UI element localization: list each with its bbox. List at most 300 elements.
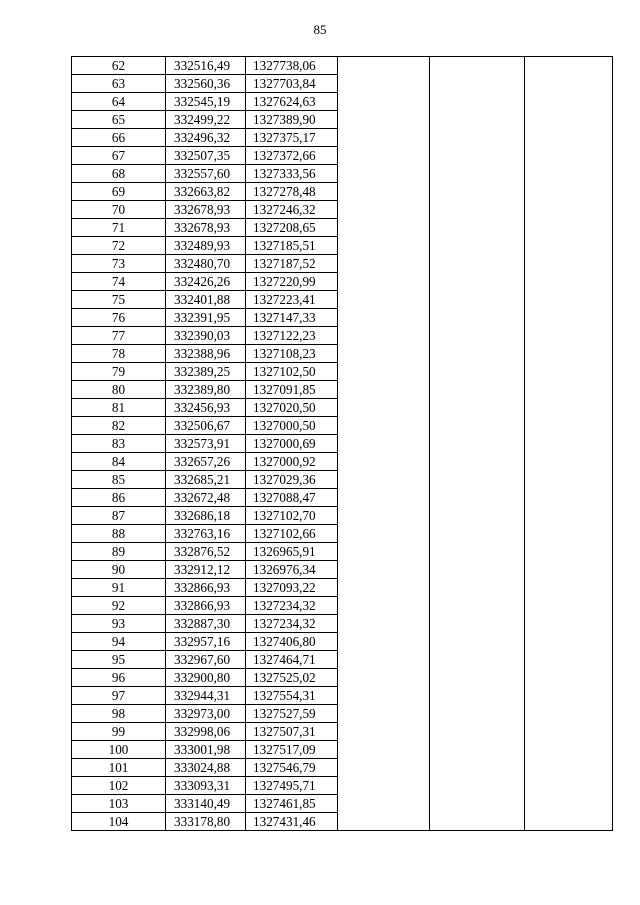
point-number-cell: 103 (72, 795, 166, 813)
table-row (72, 723, 613, 741)
empty-cell (525, 129, 613, 147)
empty-cell (430, 579, 525, 597)
table-row (72, 453, 613, 471)
point-number-cell: 77 (72, 327, 166, 345)
point-number-cell: 91 (72, 579, 166, 597)
point-number-cell: 79 (72, 363, 166, 381)
y-coordinate-cell: 1327088,47 (246, 489, 338, 507)
empty-cell (430, 561, 525, 579)
point-number-cell: 97 (72, 687, 166, 705)
y-coordinate-cell: 1327185,51 (246, 237, 338, 255)
y-coordinate-cell: 1327208,65 (246, 219, 338, 237)
y-coordinate-cell: 1327029,36 (246, 471, 338, 489)
empty-cell (430, 633, 525, 651)
y-coordinate-cell: 1327333,56 (246, 165, 338, 183)
empty-cell (525, 723, 613, 741)
empty-cell (430, 201, 525, 219)
y-coordinate-cell: 1327517,09 (246, 741, 338, 759)
x-coordinate-cell: 332456,93 (166, 399, 246, 417)
y-coordinate-cell: 1327000,69 (246, 435, 338, 453)
y-coordinate-cell: 1327234,32 (246, 615, 338, 633)
empty-cell (430, 597, 525, 615)
point-number-cell: 92 (72, 597, 166, 615)
x-coordinate-cell: 332516,49 (166, 57, 246, 75)
table-row (72, 489, 613, 507)
empty-cell (430, 183, 525, 201)
y-coordinate-cell: 1327389,90 (246, 111, 338, 129)
empty-cell (525, 309, 613, 327)
empty-cell (525, 291, 613, 309)
point-number-cell: 72 (72, 237, 166, 255)
empty-cell (525, 525, 613, 543)
empty-cell (430, 57, 525, 75)
x-coordinate-cell: 333178,80 (166, 813, 246, 831)
empty-cell (525, 489, 613, 507)
empty-cell (525, 255, 613, 273)
point-number-cell: 93 (72, 615, 166, 633)
point-number-cell: 69 (72, 183, 166, 201)
table-row (72, 633, 613, 651)
y-coordinate-cell: 1327406,80 (246, 633, 338, 651)
empty-cell (525, 147, 613, 165)
empty-cell (338, 237, 430, 255)
x-coordinate-cell: 332678,93 (166, 219, 246, 237)
y-coordinate-cell: 1327507,31 (246, 723, 338, 741)
table-row (72, 471, 613, 489)
x-coordinate-cell: 332678,93 (166, 201, 246, 219)
table-row (72, 417, 613, 435)
empty-cell (525, 381, 613, 399)
y-coordinate-cell: 1327223,41 (246, 291, 338, 309)
empty-cell (338, 543, 430, 561)
x-coordinate-cell: 333093,31 (166, 777, 246, 795)
empty-cell (525, 219, 613, 237)
x-coordinate-cell: 332390,03 (166, 327, 246, 345)
empty-cell (430, 237, 525, 255)
table-body (72, 57, 613, 831)
empty-cell (430, 795, 525, 813)
point-number-cell: 82 (72, 417, 166, 435)
empty-cell (525, 687, 613, 705)
empty-cell (525, 75, 613, 93)
empty-cell (525, 741, 613, 759)
empty-cell (338, 525, 430, 543)
x-coordinate-cell: 332499,22 (166, 111, 246, 129)
table-row (72, 777, 613, 795)
x-coordinate-cell: 332489,93 (166, 237, 246, 255)
x-coordinate-cell: 332973,00 (166, 705, 246, 723)
empty-cell (338, 363, 430, 381)
empty-cell (430, 255, 525, 273)
y-coordinate-cell: 1327554,31 (246, 687, 338, 705)
empty-cell (430, 651, 525, 669)
empty-cell (338, 777, 430, 795)
x-coordinate-cell: 332912,12 (166, 561, 246, 579)
y-coordinate-cell: 1327147,33 (246, 309, 338, 327)
empty-cell (525, 471, 613, 489)
table-row (72, 615, 613, 633)
empty-cell (525, 453, 613, 471)
table-row (72, 75, 613, 93)
x-coordinate-cell: 332389,80 (166, 381, 246, 399)
table-row (72, 129, 613, 147)
empty-cell (338, 633, 430, 651)
point-number-cell: 64 (72, 93, 166, 111)
empty-cell (338, 255, 430, 273)
empty-cell (430, 543, 525, 561)
empty-cell (338, 219, 430, 237)
point-number-cell: 84 (72, 453, 166, 471)
empty-cell (525, 417, 613, 435)
point-number-cell: 70 (72, 201, 166, 219)
x-coordinate-cell: 332401,88 (166, 291, 246, 309)
empty-cell (525, 183, 613, 201)
empty-cell (525, 507, 613, 525)
point-number-cell: 101 (72, 759, 166, 777)
x-coordinate-cell: 332866,93 (166, 579, 246, 597)
empty-cell (525, 345, 613, 363)
table-row (72, 651, 613, 669)
empty-cell (338, 795, 430, 813)
empty-cell (338, 165, 430, 183)
table-row (72, 543, 613, 561)
point-number-cell: 102 (72, 777, 166, 795)
point-number-cell: 104 (72, 813, 166, 831)
empty-cell (430, 705, 525, 723)
x-coordinate-cell: 332763,16 (166, 525, 246, 543)
y-coordinate-cell: 1327102,50 (246, 363, 338, 381)
table-row (72, 795, 613, 813)
empty-cell (338, 147, 430, 165)
x-coordinate-cell: 332876,52 (166, 543, 246, 561)
empty-cell (338, 93, 430, 111)
empty-cell (430, 777, 525, 795)
x-coordinate-cell: 332967,60 (166, 651, 246, 669)
empty-cell (525, 165, 613, 183)
empty-cell (430, 435, 525, 453)
x-coordinate-cell: 332560,36 (166, 75, 246, 93)
empty-cell (338, 507, 430, 525)
x-coordinate-cell: 332944,31 (166, 687, 246, 705)
empty-cell (525, 759, 613, 777)
empty-cell (430, 165, 525, 183)
point-number-cell: 95 (72, 651, 166, 669)
empty-cell (525, 93, 613, 111)
x-coordinate-cell: 332866,93 (166, 597, 246, 615)
table-row (72, 345, 613, 363)
x-coordinate-cell: 332388,96 (166, 345, 246, 363)
empty-cell (525, 705, 613, 723)
coordinates-table (71, 56, 613, 831)
point-number-cell: 73 (72, 255, 166, 273)
empty-cell (525, 57, 613, 75)
y-coordinate-cell: 1327464,71 (246, 651, 338, 669)
point-number-cell: 75 (72, 291, 166, 309)
empty-cell (338, 705, 430, 723)
empty-cell (338, 471, 430, 489)
empty-cell (338, 57, 430, 75)
empty-cell (338, 435, 430, 453)
y-coordinate-cell: 1327372,66 (246, 147, 338, 165)
empty-cell (430, 615, 525, 633)
empty-cell (525, 435, 613, 453)
x-coordinate-cell: 332685,21 (166, 471, 246, 489)
table-row (72, 813, 613, 831)
point-number-cell: 68 (72, 165, 166, 183)
empty-cell (338, 291, 430, 309)
x-coordinate-cell: 332506,67 (166, 417, 246, 435)
table-row (72, 579, 613, 597)
point-number-cell: 62 (72, 57, 166, 75)
empty-cell (338, 327, 430, 345)
table-row (72, 273, 613, 291)
y-coordinate-cell: 1327461,85 (246, 795, 338, 813)
point-number-cell: 98 (72, 705, 166, 723)
point-number-cell: 96 (72, 669, 166, 687)
point-number-cell: 63 (72, 75, 166, 93)
empty-cell (338, 453, 430, 471)
x-coordinate-cell: 332663,82 (166, 183, 246, 201)
y-coordinate-cell: 1327020,50 (246, 399, 338, 417)
empty-cell (430, 147, 525, 165)
point-number-cell: 87 (72, 507, 166, 525)
empty-cell (338, 111, 430, 129)
y-coordinate-cell: 1327220,99 (246, 273, 338, 291)
x-coordinate-cell: 332557,60 (166, 165, 246, 183)
table-row (72, 309, 613, 327)
y-coordinate-cell: 1326965,91 (246, 543, 338, 561)
empty-cell (430, 399, 525, 417)
empty-cell (430, 219, 525, 237)
table-row (72, 219, 613, 237)
y-coordinate-cell: 1327246,32 (246, 201, 338, 219)
empty-cell (338, 417, 430, 435)
empty-cell (338, 651, 430, 669)
empty-cell (430, 687, 525, 705)
point-number-cell: 89 (72, 543, 166, 561)
table-row (72, 327, 613, 345)
y-coordinate-cell: 1327000,50 (246, 417, 338, 435)
page-number: 85 (313, 22, 327, 37)
point-number-cell: 78 (72, 345, 166, 363)
x-coordinate-cell: 332496,32 (166, 129, 246, 147)
empty-cell (525, 597, 613, 615)
empty-cell (430, 111, 525, 129)
empty-cell (338, 183, 430, 201)
empty-cell (430, 417, 525, 435)
x-coordinate-cell: 332672,48 (166, 489, 246, 507)
y-coordinate-cell: 1327431,46 (246, 813, 338, 831)
table-row (72, 381, 613, 399)
table-row (72, 705, 613, 723)
table-row (72, 561, 613, 579)
empty-cell (430, 75, 525, 93)
x-coordinate-cell: 332480,70 (166, 255, 246, 273)
empty-cell (338, 345, 430, 363)
table-row (72, 741, 613, 759)
empty-cell (430, 741, 525, 759)
table-row (72, 183, 613, 201)
y-coordinate-cell: 1327093,22 (246, 579, 338, 597)
empty-cell (430, 471, 525, 489)
empty-cell (430, 129, 525, 147)
table-row (72, 255, 613, 273)
empty-cell (525, 777, 613, 795)
point-number-cell: 67 (72, 147, 166, 165)
y-coordinate-cell: 1327624,63 (246, 93, 338, 111)
table-row (72, 201, 613, 219)
x-coordinate-cell: 333140,49 (166, 795, 246, 813)
empty-cell (338, 399, 430, 417)
empty-cell (430, 507, 525, 525)
x-coordinate-cell: 332389,25 (166, 363, 246, 381)
empty-cell (338, 723, 430, 741)
empty-cell (430, 309, 525, 327)
empty-cell (430, 381, 525, 399)
table-row (72, 687, 613, 705)
point-number-cell: 94 (72, 633, 166, 651)
empty-cell (430, 363, 525, 381)
table-row (72, 435, 613, 453)
x-coordinate-cell: 332545,19 (166, 93, 246, 111)
empty-cell (525, 111, 613, 129)
empty-cell (338, 489, 430, 507)
empty-cell (338, 75, 430, 93)
y-coordinate-cell: 1327278,48 (246, 183, 338, 201)
empty-cell (525, 561, 613, 579)
empty-cell (525, 633, 613, 651)
table-row (72, 525, 613, 543)
x-coordinate-cell: 332957,16 (166, 633, 246, 651)
empty-cell (338, 309, 430, 327)
table-row (72, 93, 613, 111)
empty-cell (338, 597, 430, 615)
y-coordinate-cell: 1327527,59 (246, 705, 338, 723)
empty-cell (525, 363, 613, 381)
y-coordinate-cell: 1327102,66 (246, 525, 338, 543)
x-coordinate-cell: 332507,35 (166, 147, 246, 165)
empty-cell (525, 579, 613, 597)
y-coordinate-cell: 1327495,71 (246, 777, 338, 795)
point-number-cell: 90 (72, 561, 166, 579)
table-row (72, 111, 613, 129)
table-row (72, 669, 613, 687)
point-number-cell: 76 (72, 309, 166, 327)
empty-cell (338, 381, 430, 399)
empty-cell (525, 813, 613, 831)
empty-cell (338, 669, 430, 687)
point-number-cell: 65 (72, 111, 166, 129)
table-row (72, 291, 613, 309)
empty-cell (338, 759, 430, 777)
y-coordinate-cell: 1327546,79 (246, 759, 338, 777)
table-row (72, 759, 613, 777)
table-row (72, 237, 613, 255)
x-coordinate-cell: 333024,88 (166, 759, 246, 777)
x-coordinate-cell: 332426,26 (166, 273, 246, 291)
empty-cell (430, 273, 525, 291)
point-number-cell: 86 (72, 489, 166, 507)
y-coordinate-cell: 1327738,06 (246, 57, 338, 75)
empty-cell (338, 741, 430, 759)
table-row (72, 363, 613, 381)
point-number-cell: 74 (72, 273, 166, 291)
empty-cell (338, 579, 430, 597)
empty-cell (430, 723, 525, 741)
x-coordinate-cell: 332900,80 (166, 669, 246, 687)
empty-cell (430, 93, 525, 111)
empty-cell (525, 669, 613, 687)
x-coordinate-cell: 332686,18 (166, 507, 246, 525)
empty-cell (338, 201, 430, 219)
empty-cell (525, 651, 613, 669)
empty-cell (430, 489, 525, 507)
empty-cell (525, 327, 613, 345)
y-coordinate-cell: 1327234,32 (246, 597, 338, 615)
x-coordinate-cell: 332657,26 (166, 453, 246, 471)
y-coordinate-cell: 1327102,70 (246, 507, 338, 525)
empty-cell (430, 525, 525, 543)
empty-cell (525, 399, 613, 417)
point-number-cell: 99 (72, 723, 166, 741)
empty-cell (525, 543, 613, 561)
table-row (72, 399, 613, 417)
x-coordinate-cell: 332887,30 (166, 615, 246, 633)
y-coordinate-cell: 1327375,17 (246, 129, 338, 147)
empty-cell (338, 813, 430, 831)
y-coordinate-cell: 1327108,23 (246, 345, 338, 363)
empty-cell (338, 615, 430, 633)
table-row (72, 507, 613, 525)
point-number-cell: 88 (72, 525, 166, 543)
point-number-cell: 80 (72, 381, 166, 399)
y-coordinate-cell: 1327122,23 (246, 327, 338, 345)
table-row (72, 57, 613, 75)
empty-cell (430, 345, 525, 363)
y-coordinate-cell: 1327000,92 (246, 453, 338, 471)
empty-cell (525, 615, 613, 633)
empty-cell (525, 795, 613, 813)
x-coordinate-cell: 333001,98 (166, 741, 246, 759)
y-coordinate-cell: 1327703,84 (246, 75, 338, 93)
point-number-cell: 66 (72, 129, 166, 147)
empty-cell (525, 273, 613, 291)
table-row (72, 165, 613, 183)
x-coordinate-cell: 332391,95 (166, 309, 246, 327)
point-number-cell: 100 (72, 741, 166, 759)
empty-cell (430, 327, 525, 345)
empty-cell (338, 129, 430, 147)
point-number-cell: 85 (72, 471, 166, 489)
empty-cell (525, 201, 613, 219)
empty-cell (430, 759, 525, 777)
point-number-cell: 83 (72, 435, 166, 453)
point-number-cell: 81 (72, 399, 166, 417)
empty-cell (430, 813, 525, 831)
empty-cell (525, 237, 613, 255)
empty-cell (430, 453, 525, 471)
x-coordinate-cell: 332573,91 (166, 435, 246, 453)
empty-cell (430, 291, 525, 309)
empty-cell (430, 669, 525, 687)
table-row (72, 597, 613, 615)
y-coordinate-cell: 1327187,52 (246, 255, 338, 273)
y-coordinate-cell: 1326976,34 (246, 561, 338, 579)
y-coordinate-cell: 1327525,02 (246, 669, 338, 687)
empty-cell (338, 687, 430, 705)
x-coordinate-cell: 332998,06 (166, 723, 246, 741)
point-number-cell: 71 (72, 219, 166, 237)
